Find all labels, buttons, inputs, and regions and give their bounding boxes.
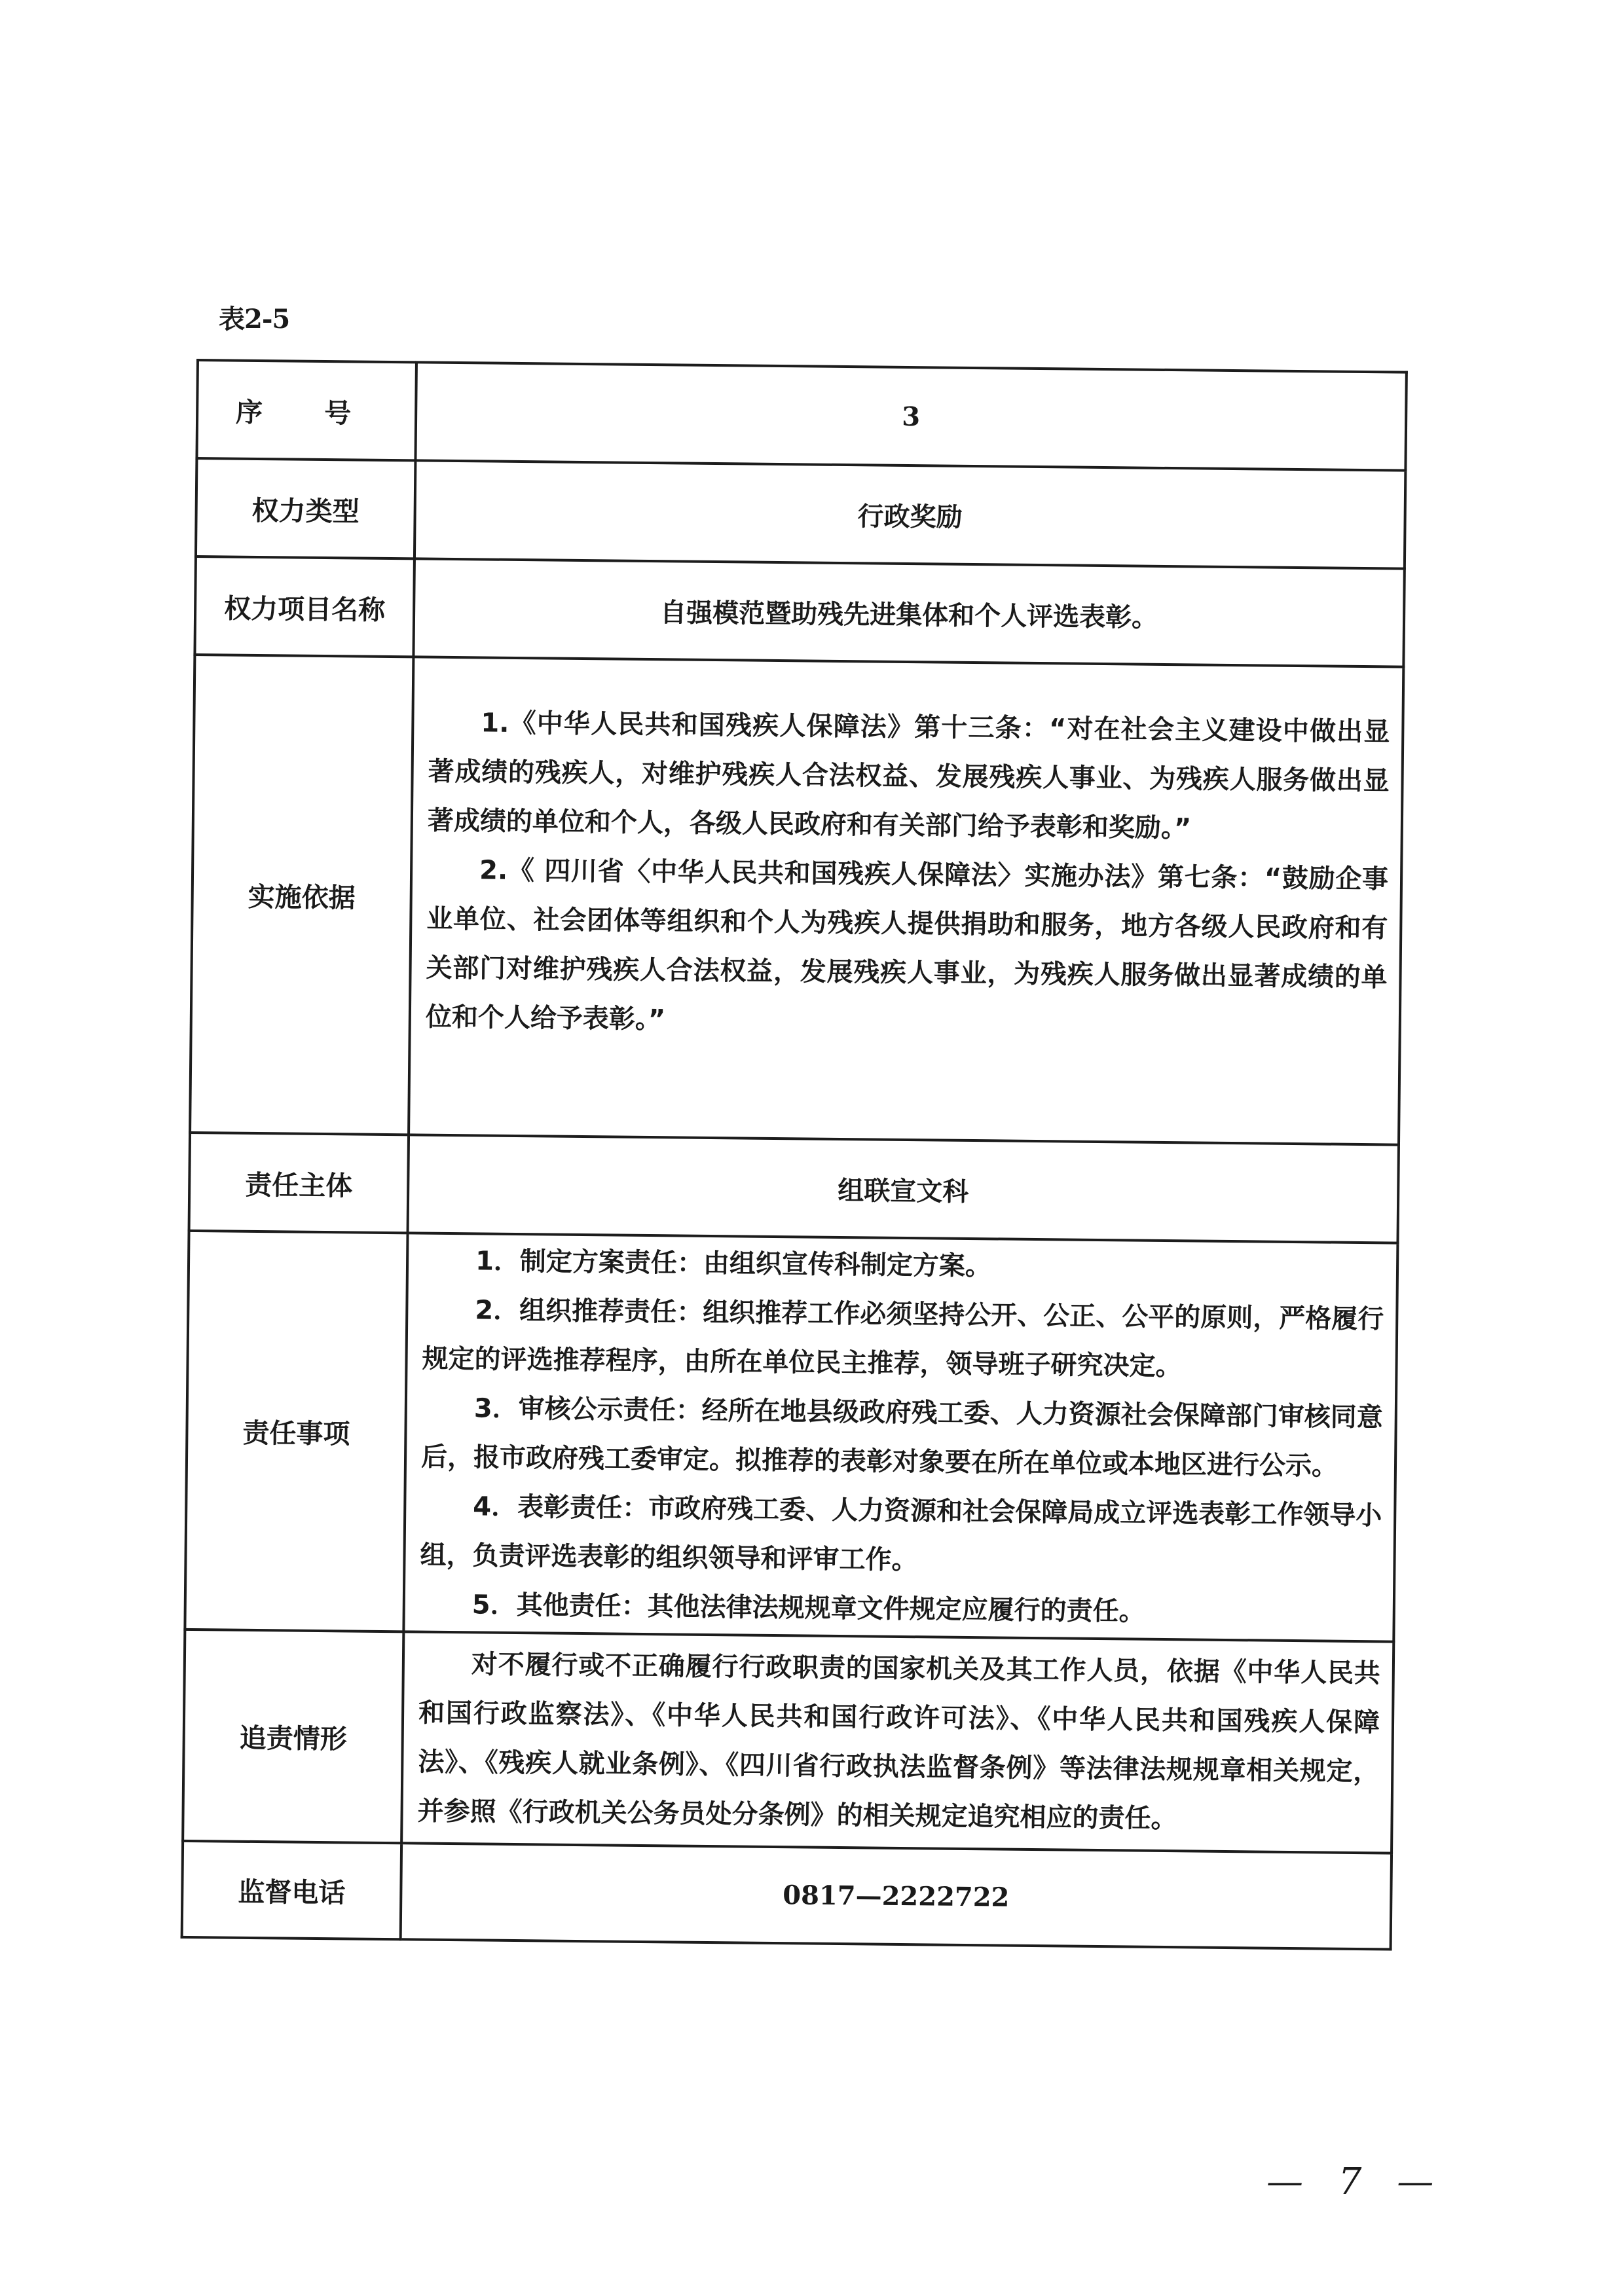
row-value-item-name: 自强模范暨助残先进集体和个人评选表彰。 bbox=[413, 558, 1404, 666]
row-value-legal-basis bbox=[409, 657, 1403, 1144]
row-value-supervision-phone: 0817—2222722 bbox=[401, 1843, 1392, 1949]
row-value-responsible-body: 组联宣文科 bbox=[408, 1135, 1399, 1243]
responsibility-item: 4．表彰责任：市政府残工委、人力资源和社会保障局成立评选表彰工作领导小组，负责评选表彰的组织领导和评审工作。 bbox=[420, 1491, 1382, 1575]
page-number: — 7 — bbox=[1266, 2160, 1446, 2203]
table-row-responsibilities bbox=[185, 1231, 1397, 1642]
table-row-legal-basis bbox=[190, 655, 1403, 1145]
row-label-serial: 序 号 bbox=[196, 360, 416, 460]
accountability-paragraph: 对不履行或不正确履行行政职责的国家机关及其工作人员，依据《中华人民共和国行政监察法》、《中华人民共和国行政许可法》、《中华人民共和国残疾人保障法》、《残疾人就业条例》、《四川省行政执法监督条例》等法律法规规章相关规定，并参照《行政机关公务员处分条例》的相关规定追究相应的责任。 bbox=[417, 1649, 1381, 1834]
table-row-accountability bbox=[183, 1630, 1393, 1853]
legal-basis-paragraph: 2.《 四川省〈中华人民共和国残疾人保障法〉实施办法》第七条：“鼓励企事业单位、社会团体等组织和个人为残疾人提供捐助和服务，地方各级人民政府和有关部门对维护残疾人合法权益，发展残疾人事业，为残疾人服务做出显著成绩的单位和个人给予表彰。” bbox=[425, 854, 1389, 1034]
table-row-responsible-body bbox=[189, 1133, 1399, 1243]
responsibility-item: 2．组织推荐责任：组织推荐工作必须坚持公开、公正、公平的原则，严格履行规定的评选推荐程序，由所在单位民主推荐，领导班子研究决定。 bbox=[422, 1294, 1384, 1381]
table-row-power-type bbox=[196, 458, 1405, 569]
row-label-responsible-body: 责任主体 bbox=[189, 1133, 409, 1233]
row-value-serial: 3 bbox=[415, 362, 1406, 470]
power-item-table-wrapper bbox=[181, 359, 1408, 1951]
row-label-legal-basis: 实施依据 bbox=[190, 655, 413, 1135]
table-row-serial bbox=[196, 360, 1406, 471]
table-row-supervision-phone bbox=[182, 1841, 1392, 1950]
row-label-power-type: 权力类型 bbox=[196, 458, 415, 558]
table-label: 表2-5 bbox=[219, 304, 290, 335]
legal-basis-paragraph: 1.《中华人民共和国残疾人保障法》第十三条：“对在社会主义建设中做出显著成绩的残疾人，对维护残疾人合法权益、发展残疾人事业、为残疾人服务做出显著成绩的单位和个人，各级人民政府和有关部门给予表彰和奖励。” bbox=[427, 707, 1390, 843]
responsibility-item: 3．审核公示责任：经所在地县级政府残工委、人力资源社会保障部门审核同意后，报市政府残工委审定。拟推荐的表彰对象要在所在单位或本地区进行公示。 bbox=[420, 1393, 1383, 1482]
responsibility-item: 1．制定方案责任：由组织宣传科制定方案。 bbox=[475, 1245, 992, 1281]
responsibility-item: 5．其他责任：其他法律法规规章文件规定应履行的责任。 bbox=[471, 1589, 1145, 1627]
row-label-supervision-phone: 监督电话 bbox=[182, 1841, 401, 1939]
row-value-power-type: 行政奖励 bbox=[415, 460, 1405, 568]
row-value-accountability bbox=[401, 1631, 1393, 1853]
row-label-responsibilities: 责任事项 bbox=[185, 1231, 407, 1631]
row-value-responsibilities bbox=[403, 1233, 1397, 1641]
table-row-item-name bbox=[194, 556, 1404, 667]
row-label-item-name: 权力项目名称 bbox=[194, 556, 414, 657]
power-item-table bbox=[181, 359, 1408, 1951]
row-label-accountability: 追责情形 bbox=[183, 1630, 403, 1843]
